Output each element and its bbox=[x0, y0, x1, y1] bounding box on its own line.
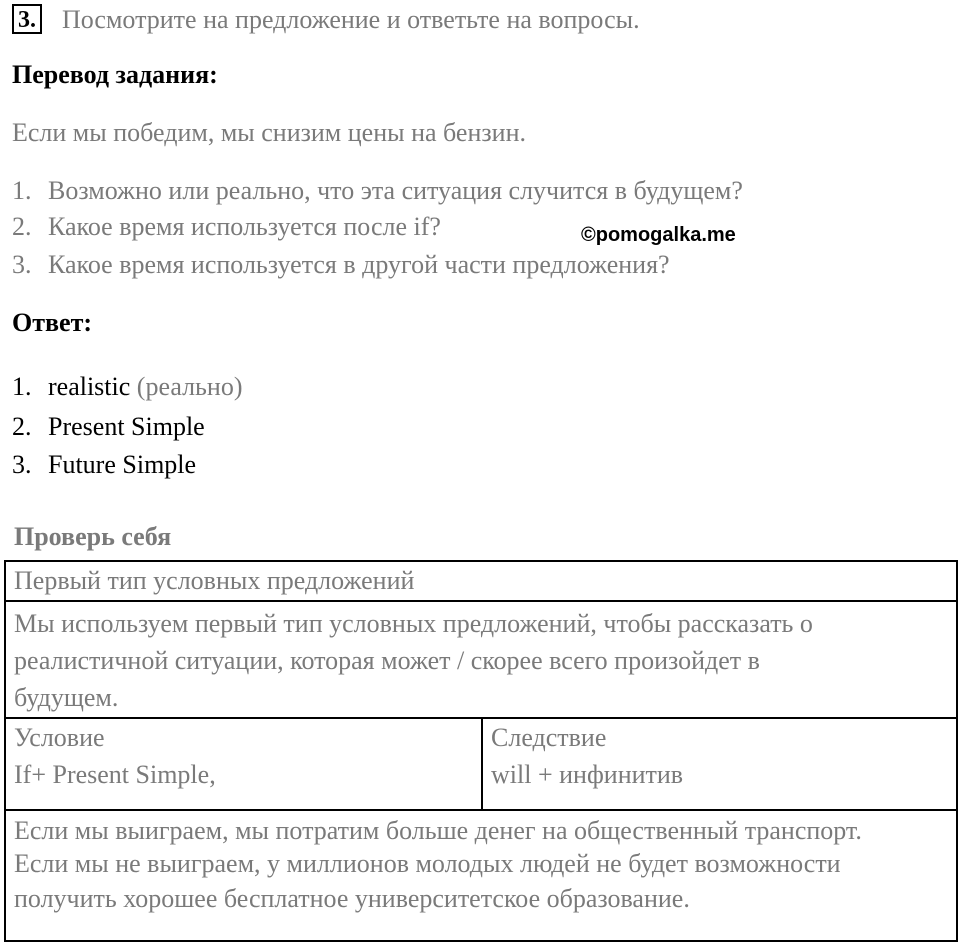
question-text: Возможно или реально, что эта ситуация случится в будущем? bbox=[48, 176, 743, 205]
question-number: 1. bbox=[12, 176, 32, 205]
answer-number: 2. bbox=[12, 412, 32, 441]
table-description-line: реалистичной ситуации, которая может / скорее всего произойдет в bbox=[14, 646, 760, 675]
question-text: Какое время используется после if? bbox=[48, 212, 441, 241]
example-line: Если мы выиграем, мы потратим больше денег на общественный транспорт. bbox=[14, 816, 862, 845]
example-line: Если мы не выиграем, у миллионов молодых людей не будет возможности bbox=[14, 849, 841, 878]
answer-item bbox=[12, 450, 196, 480]
question-item bbox=[12, 176, 743, 206]
table-description-line: будущем. bbox=[14, 683, 119, 712]
answer-text: Present Simple bbox=[48, 412, 205, 441]
translated-sentence: Если мы победим, мы снизим цены на бензин. bbox=[12, 118, 526, 147]
grammar-table bbox=[4, 560, 958, 942]
table-divider bbox=[6, 809, 956, 811]
question-item bbox=[12, 212, 441, 242]
table-description-line: Мы используем первый тип условных предложений, чтобы рассказать о bbox=[14, 609, 813, 638]
table-column-divider bbox=[481, 719, 483, 809]
answer-number: 3. bbox=[12, 450, 32, 479]
example-line: получить хорошее бесплатное университетское образование. bbox=[14, 884, 690, 913]
result-header: Следствие bbox=[491, 723, 607, 752]
question-number: 3. bbox=[12, 250, 32, 279]
answer-number: 1. bbox=[12, 372, 32, 401]
table-title-cell: Первый тип условных предложений bbox=[14, 566, 415, 595]
task-number-box: 3. bbox=[12, 4, 42, 34]
task-instruction: Посмотрите на предложение и ответьте на вопросы. bbox=[62, 5, 640, 34]
question-number: 2. bbox=[12, 212, 32, 241]
answer-text: Future Simple bbox=[48, 450, 197, 479]
answer-item bbox=[12, 412, 205, 442]
question-item bbox=[12, 250, 670, 280]
answer-heading: Ответ: bbox=[12, 308, 93, 337]
answer-text: realistic bbox=[48, 372, 131, 401]
table-divider bbox=[6, 600, 956, 602]
answer-item bbox=[12, 372, 243, 402]
condition-formula: If+ Present Simple, bbox=[14, 760, 216, 789]
watermark: ©pomogalka.me bbox=[581, 224, 736, 246]
answer-note: (реально) bbox=[136, 372, 243, 401]
check-yourself-title: Проверь себя bbox=[14, 522, 172, 551]
result-formula: will + инфинитив bbox=[491, 760, 684, 789]
question-text: Какое время используется в другой части предложения? bbox=[48, 250, 670, 279]
condition-header: Условие bbox=[14, 723, 105, 752]
translation-heading: Перевод задания: bbox=[12, 60, 218, 89]
